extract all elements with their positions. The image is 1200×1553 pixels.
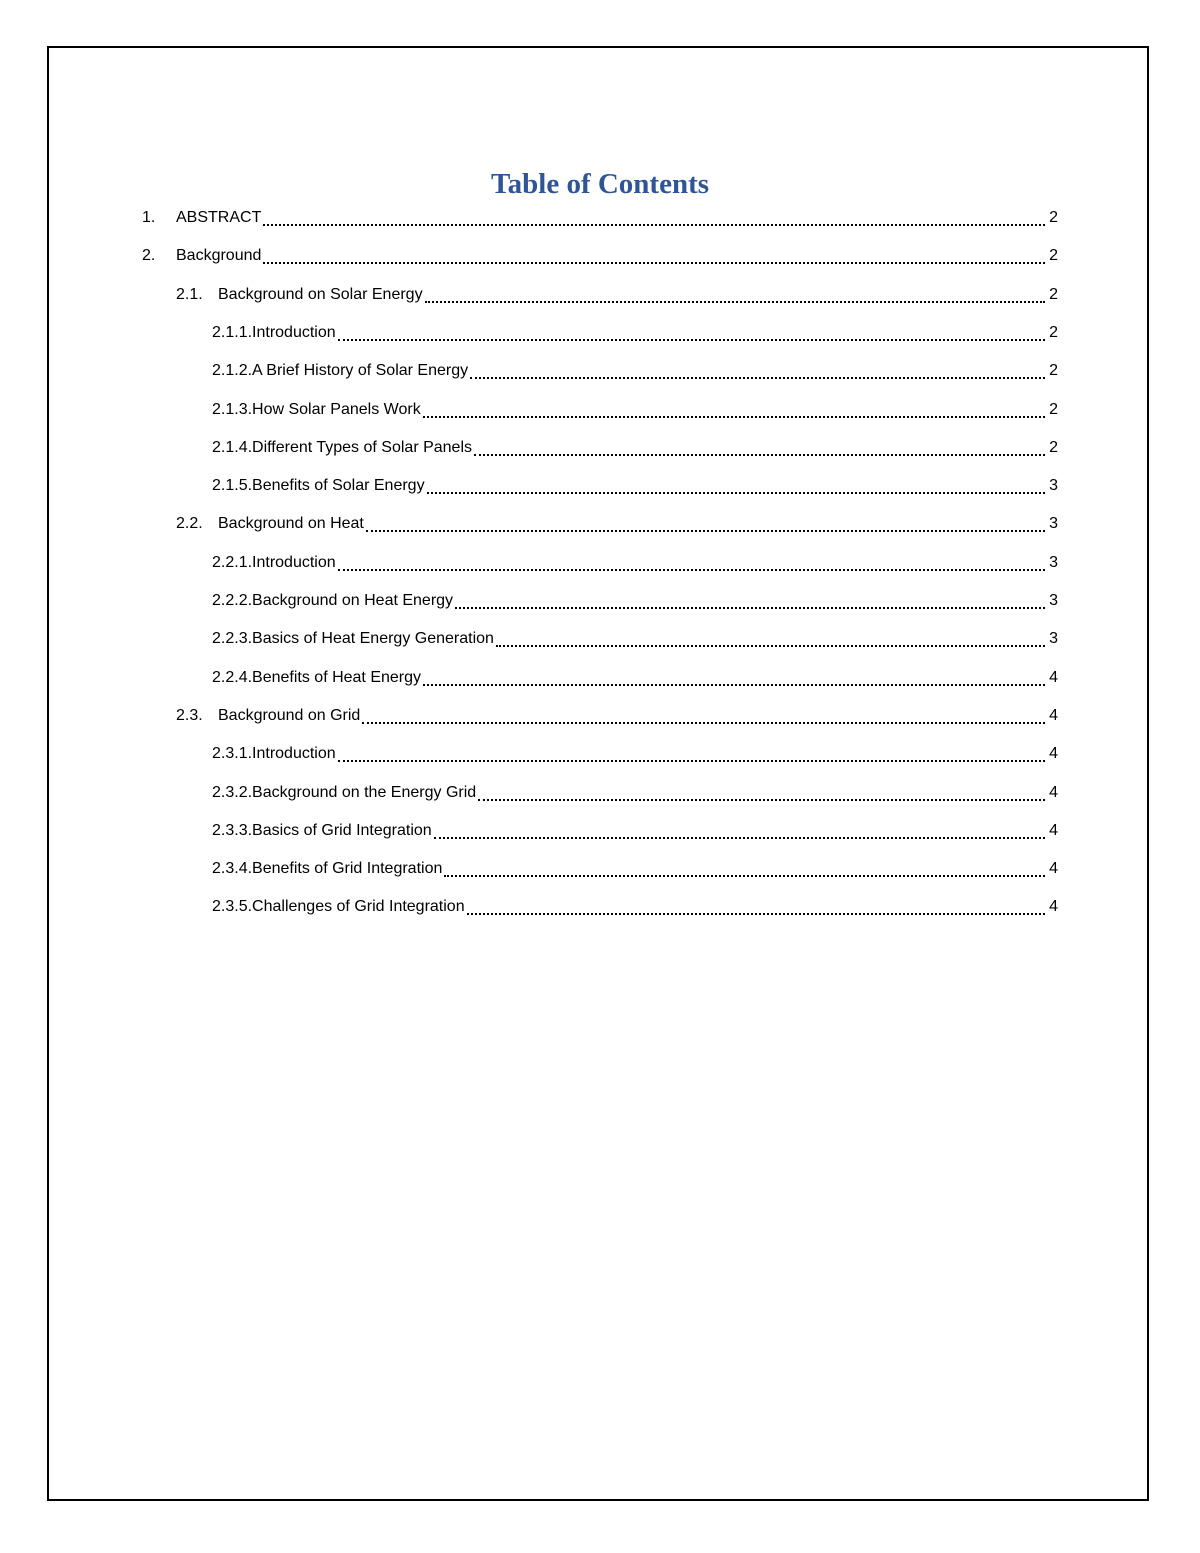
toc-entry-label: Benefits of Solar Energy bbox=[252, 477, 425, 495]
toc-entry-number: 2.3.5. bbox=[212, 898, 253, 916]
toc-entry[interactable] bbox=[212, 666, 1058, 690]
toc-entry-page-number: 2 bbox=[1049, 209, 1058, 226]
toc-entry-label: Benefits of Heat Energy bbox=[252, 668, 422, 686]
toc-entry-label: Different Types of Solar Panels bbox=[252, 438, 473, 456]
toc-entry-number: 2.1.3. bbox=[212, 400, 253, 418]
toc-dot-leader bbox=[444, 875, 1045, 877]
toc-entry-page-number: 2 bbox=[1049, 362, 1058, 380]
toc-entry[interactable] bbox=[212, 857, 1058, 881]
toc-title: Table of Contents bbox=[490, 168, 710, 200]
toc-entry-page-number: 2 bbox=[1049, 323, 1058, 341]
toc-entry-label: Background on the Energy Grid bbox=[252, 783, 477, 801]
toc-entry-number: 2.1.1. bbox=[212, 323, 253, 341]
toc-entry-page-number: 3 bbox=[1049, 477, 1058, 495]
toc-entry[interactable] bbox=[212, 627, 1058, 651]
toc-dot-leader bbox=[423, 416, 1045, 418]
toc-entry-number: 2.2.4. bbox=[212, 668, 253, 686]
toc-entry-label: Background bbox=[176, 247, 262, 265]
toc-entry-label: Introduction bbox=[252, 745, 336, 763]
toc-entry-label: Introduction bbox=[252, 553, 336, 571]
toc-entry-label: Challenges of Grid Integration bbox=[252, 898, 465, 916]
toc-entry-number: 2.2.2. bbox=[212, 592, 253, 609]
toc-entry-number: 2.2.1. bbox=[212, 553, 253, 571]
toc-entry-number: 2.2. bbox=[176, 515, 203, 533]
toc-entry[interactable] bbox=[142, 244, 1058, 268]
toc-entry-page-number: 2 bbox=[1049, 285, 1058, 303]
toc-entry[interactable] bbox=[212, 589, 1058, 613]
toc-entry[interactable] bbox=[142, 206, 1058, 230]
toc-entry-number: 2. bbox=[142, 247, 156, 265]
toc-dot-leader bbox=[366, 530, 1045, 532]
toc-entry-label: ABSTRACT bbox=[176, 209, 262, 226]
toc-entry-page-number: 2 bbox=[1049, 247, 1058, 265]
toc-entry-page-number: 3 bbox=[1049, 630, 1058, 648]
toc-entry-number: 2.3.4. bbox=[212, 860, 253, 878]
toc-dot-leader bbox=[434, 837, 1045, 839]
toc-entry[interactable] bbox=[212, 436, 1058, 460]
toc-entry[interactable] bbox=[212, 895, 1058, 919]
toc-dot-leader bbox=[425, 301, 1045, 303]
toc-dot-leader bbox=[263, 262, 1045, 264]
toc-entry-label: Benefits of Grid Integration bbox=[252, 860, 443, 878]
toc-entry-page-number: 2 bbox=[1049, 438, 1058, 456]
toc-entry-label: Background on Grid bbox=[218, 706, 361, 724]
toc-entry[interactable] bbox=[176, 704, 1058, 728]
toc-dot-leader bbox=[496, 645, 1045, 647]
toc-entry-label: A Brief History of Solar Energy bbox=[252, 362, 469, 380]
toc-dot-leader bbox=[338, 760, 1045, 762]
toc-dot-leader bbox=[338, 339, 1045, 341]
toc-dot-leader bbox=[263, 224, 1045, 226]
toc-entry-page-number: 4 bbox=[1049, 783, 1058, 801]
toc-dot-leader bbox=[362, 722, 1045, 724]
toc-entry-page-number: 3 bbox=[1049, 515, 1058, 533]
toc-entry-number: 2.1. bbox=[176, 285, 203, 303]
toc-entry-page-number: 3 bbox=[1049, 592, 1058, 609]
toc-entry[interactable] bbox=[212, 359, 1058, 383]
toc-entry-number: 2.1.2. bbox=[212, 362, 253, 380]
toc-entry[interactable] bbox=[212, 781, 1058, 805]
toc-dot-leader bbox=[478, 799, 1045, 801]
toc-entry-page-number: 3 bbox=[1049, 553, 1058, 571]
toc-entry-label: Background on Solar Energy bbox=[218, 285, 423, 303]
toc-entry-page-number: 4 bbox=[1049, 860, 1058, 878]
toc-dot-leader bbox=[474, 454, 1045, 456]
toc-dot-leader bbox=[427, 492, 1045, 494]
toc-entry-label: Background on Heat Energy bbox=[252, 592, 454, 609]
toc-entry-number: 2.2.3. bbox=[212, 630, 253, 648]
toc-dot-leader bbox=[338, 569, 1045, 571]
toc-entry-label: Basics of Heat Energy Generation bbox=[252, 630, 494, 648]
toc-entry-page-number: 4 bbox=[1049, 898, 1058, 916]
toc-entry-page-number: 4 bbox=[1049, 745, 1058, 763]
toc-entry[interactable] bbox=[176, 512, 1058, 536]
toc-entry[interactable] bbox=[212, 474, 1058, 498]
toc-entry[interactable] bbox=[212, 551, 1058, 575]
toc-entry-number: 2.1.4. bbox=[212, 438, 253, 456]
toc-entry-page-number: 4 bbox=[1049, 706, 1058, 724]
toc-entry-number: 2.3.1. bbox=[212, 745, 253, 763]
toc-entry[interactable] bbox=[212, 742, 1058, 766]
toc-entry[interactable] bbox=[212, 819, 1058, 843]
toc-entry-label: Basics of Grid Integration bbox=[252, 821, 432, 839]
toc-entry-label: How Solar Panels Work bbox=[252, 400, 421, 418]
toc-entry[interactable] bbox=[212, 321, 1058, 345]
toc-entry-page-number: 4 bbox=[1049, 668, 1058, 686]
toc-entry-label: Introduction bbox=[252, 323, 336, 341]
toc-entry-number: 2.1.5. bbox=[212, 477, 253, 495]
toc-entry-number: 1. bbox=[142, 209, 156, 226]
toc-entry-label: Background on Heat bbox=[218, 515, 364, 533]
toc-entry-page-number: 2 bbox=[1049, 400, 1058, 418]
toc-dot-leader bbox=[423, 684, 1045, 686]
toc-entry-number: 2.3. bbox=[176, 706, 203, 724]
toc-dot-leader bbox=[455, 607, 1045, 609]
toc-entry[interactable] bbox=[176, 283, 1058, 307]
toc-entry-number: 2.3.2. bbox=[212, 783, 253, 801]
toc-dot-leader bbox=[470, 377, 1045, 379]
toc-entry-page-number: 4 bbox=[1049, 821, 1058, 839]
toc-entry[interactable] bbox=[212, 398, 1058, 422]
toc-entry-number: 2.3.3. bbox=[212, 821, 253, 839]
toc-dot-leader bbox=[467, 913, 1045, 915]
